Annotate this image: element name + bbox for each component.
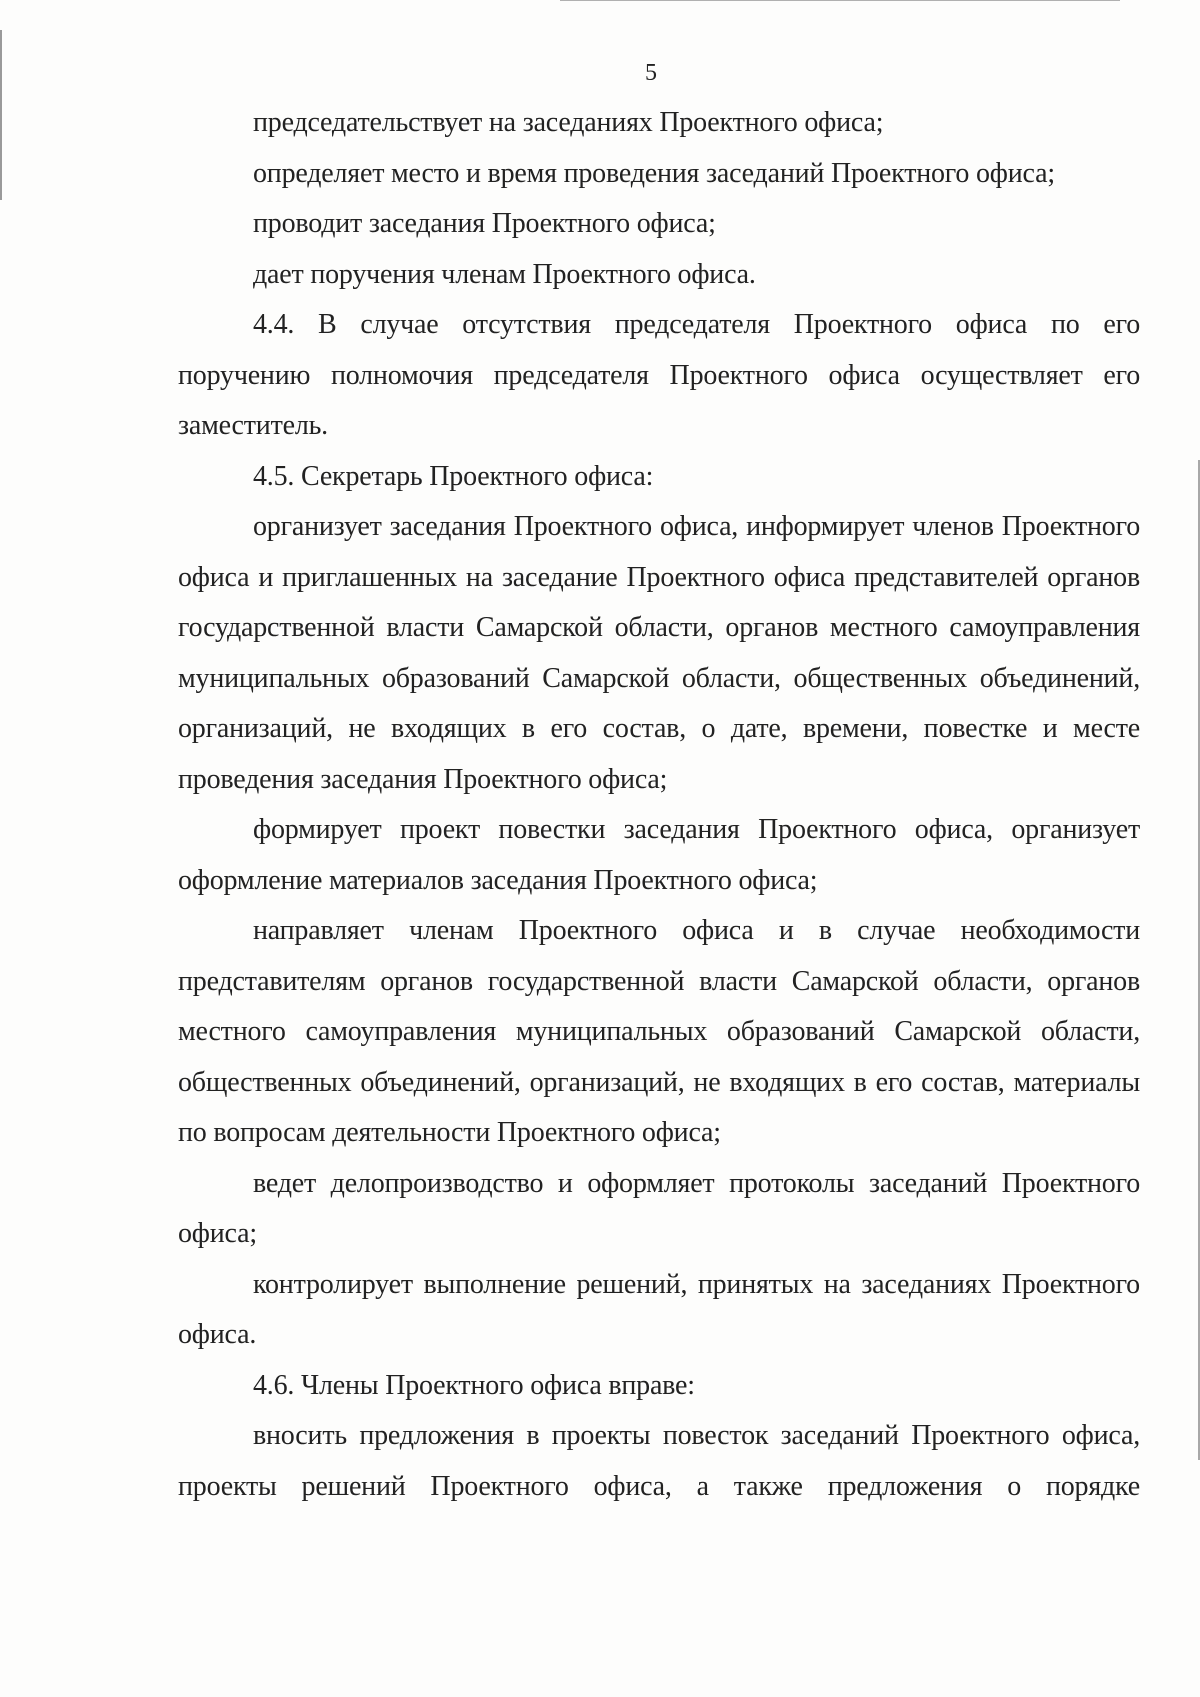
scan-edge-top bbox=[560, 0, 1120, 1]
paragraph: вносить предложения в проекты повесток заседаний Проектного офиса, проекты решений Проектного офиса, а также предложения о порядке bbox=[178, 1420, 1140, 1502]
paragraph: направляет членам Проектного офиса и в случае необходимости представителям органов государственной власти Самарской области, органов местного самоуправления муниципальных образований Самарской области, общественных объединений, организаций, не входящих в его состав, материалы по вопросам деятельности Проектного офиса; bbox=[178, 915, 1140, 1148]
paragraph: формирует проект повестки заседания Проектного офиса, организует оформление материалов заседания Проектного офиса; bbox=[178, 814, 1140, 896]
paragraph: дает поручения членам Проектного офиса. bbox=[253, 258, 756, 290]
paragraph-section-4-6: 4.6. Члены Проектного офиса вправе: bbox=[253, 1369, 695, 1401]
page-number: 5 bbox=[645, 60, 657, 86]
paragraph: контролирует выполнение решений, принятых на заседаниях Проектного офиса. bbox=[178, 1268, 1140, 1350]
paragraph-section-4-4: 4.4. В случае отсутствия председателя Проектного офиса по его поручению полномочия председателя Проектного офиса осуществляет его заместитель. bbox=[178, 309, 1140, 441]
paragraph: организует заседания Проектного офиса, информирует членов Проектного офиса и приглашенных на заседание Проектного офиса представителей органов государственной власти Самарской области, органов местного самоуправления муниципальных образований Самарской области, общественных объединений, организаций, не входящих в его состав, о дате, времени, повестке и месте проведения заседания Проектного офиса; bbox=[178, 511, 1140, 795]
paragraph-section-4-5: 4.5. Секретарь Проектного офиса: bbox=[253, 460, 654, 492]
paragraph: определяет место и время проведения заседаний Проектного офиса; bbox=[253, 157, 1055, 189]
scan-edge-left bbox=[0, 30, 2, 200]
paragraph: ведет делопроизводство и оформляет протоколы заседаний Проектного офиса; bbox=[178, 1167, 1140, 1249]
paragraph: председательствует на заседаниях Проектного офиса; bbox=[253, 107, 884, 138]
paragraph: проводит заседания Проектного офиса; bbox=[253, 208, 716, 239]
document-body bbox=[178, 98, 1140, 1512]
